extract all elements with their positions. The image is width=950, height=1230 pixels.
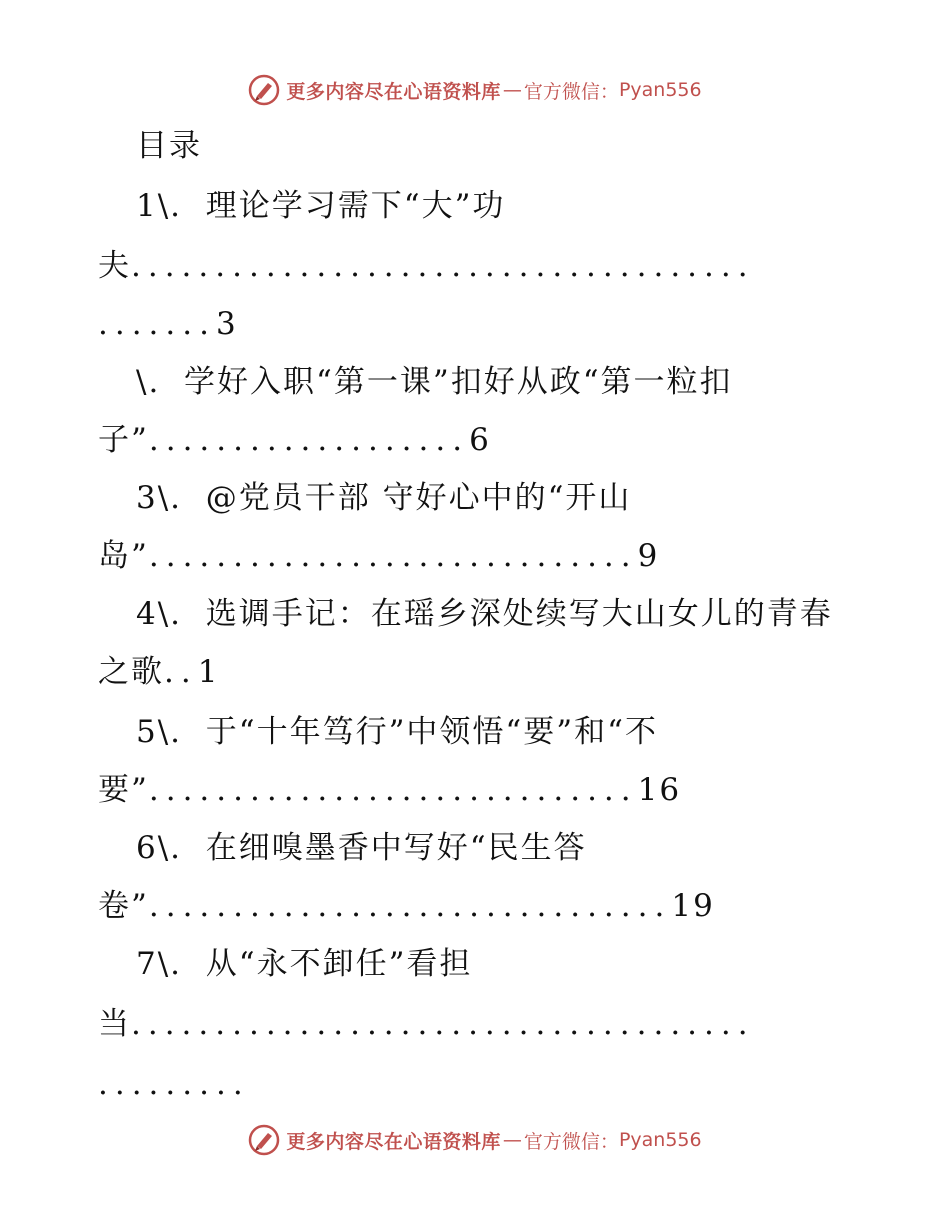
toc-entry-7-leader <box>98 1004 938 1044</box>
toc-entry-1-leader <box>98 246 938 286</box>
toc-entry-6-tail: 卷” <box>98 888 149 924</box>
toc-entry-3-leader <box>98 536 938 576</box>
toc-entry-2-title: \. 学好入职“第一课”扣好从政“第一粒扣 <box>136 364 733 400</box>
toc-entry-5-dots: ............................. <box>148 772 638 808</box>
toc-entry-1-title: 1\. 理论学习需下“大”功 <box>136 188 506 224</box>
banner-wechat-id: Pyan556 <box>618 1129 702 1151</box>
watermark-banner-top <box>0 70 950 110</box>
toc-entry-7-page: ......... <box>98 1066 250 1102</box>
watermark-banner-bottom <box>0 1120 950 1160</box>
toc-entry-4-dots: .. <box>164 654 198 690</box>
toc-entry-1-page: .......3 <box>98 306 243 342</box>
toc-entry-6-title: 6\. 在细嗅墨香中写好“民生答 <box>136 830 587 866</box>
toc-entry-6-leader <box>98 886 938 926</box>
toc-entry-1-dots: ..................................... <box>131 248 755 284</box>
banner-separator: — <box>502 79 522 101</box>
toc-entry-6-dots: ............................... <box>148 888 672 924</box>
banner-official-label: 官方微信： <box>523 80 619 103</box>
toc-entry-2-dots: ................... <box>148 422 470 458</box>
toc-entry-2-leader <box>98 420 938 460</box>
banner-wechat-id: Pyan556 <box>618 79 702 101</box>
banner-official-label: 官方微信： <box>523 1130 619 1153</box>
toc-entry-1-tail: 夫 <box>98 248 131 284</box>
toc-heading: 目录 <box>136 128 202 164</box>
toc-entry-3-page: 9 <box>637 538 660 574</box>
toc-entry-4-page: 1 <box>197 654 220 690</box>
toc-entry-5-leader <box>98 770 938 810</box>
toc-entry-7-dots: ..................................... <box>131 1006 755 1042</box>
toc-entry-7-title: 7\. 从“永不卸任”看担 <box>136 946 473 982</box>
toc-entry-5-page: 16 <box>637 772 682 808</box>
banner-brand: 更多内容尽在心语资料库 <box>286 1130 501 1153</box>
toc-entry-4-title: 4\. 选调手记：在瑶乡深处续写大山女儿的青春 <box>136 596 833 632</box>
toc-entry-3-dots: ............................. <box>148 538 638 574</box>
toc-entry-3-title: 3\. @党员干部 守好心中的“开山 <box>136 480 632 516</box>
toc-entry-3-tail: 岛” <box>98 538 149 574</box>
toc-entry-7-page-line <box>98 1064 938 1104</box>
toc-entry-5-tail: 要” <box>98 772 149 808</box>
pen-nib-logo-icon <box>248 1124 280 1156</box>
toc-entry-2-page: 6 <box>469 422 491 458</box>
toc-entry-4-tail: 之歌 <box>98 654 164 690</box>
toc-entry-4-leader <box>98 652 938 692</box>
toc-entry-1-page-line <box>98 304 938 344</box>
toc-entry-7-tail: 当 <box>98 1006 131 1042</box>
banner-brand: 更多内容尽在心语资料库 <box>286 80 501 103</box>
banner-separator: — <box>502 1129 522 1151</box>
toc-entry-6-page: 19 <box>671 888 715 924</box>
pen-nib-logo-icon <box>248 74 280 106</box>
toc-entry-5-title: 5\. 于“十年笃行”中领悟“要”和“不 <box>136 714 658 750</box>
toc-entry-2-tail: 子” <box>98 422 149 458</box>
